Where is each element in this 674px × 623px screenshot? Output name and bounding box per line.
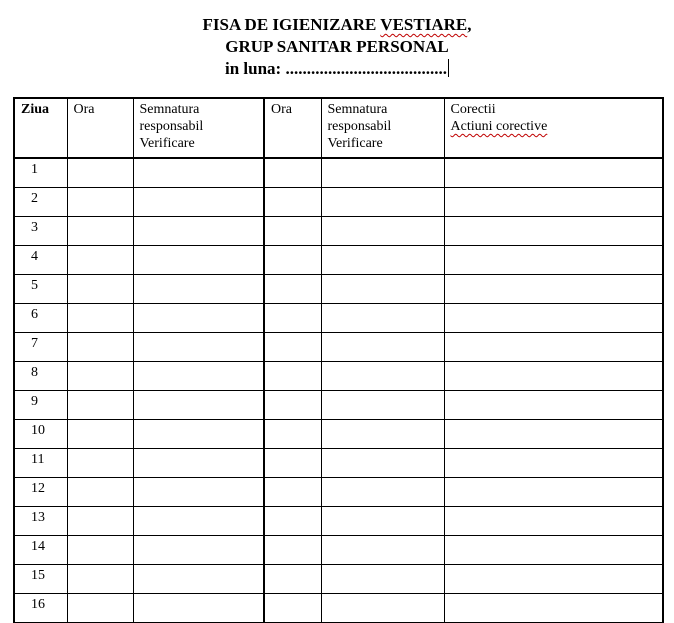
corectii-cell[interactable] [444,246,663,275]
day-number-cell: 9 [14,391,67,420]
header-ora-2: Ora [264,98,321,158]
header-ziua: Ziua [14,98,67,158]
ora-1-cell[interactable] [67,362,133,391]
ora-2-cell[interactable] [264,158,321,188]
header-corectii [444,98,663,158]
day-number-cell: 11 [14,449,67,478]
day-number-cell: 8 [14,362,67,391]
semnatura-2-cell[interactable] [321,507,444,536]
semnatura-2-cell[interactable] [321,158,444,188]
ora-2-cell[interactable] [264,391,321,420]
table-row [14,158,663,188]
corectii-cell[interactable] [444,217,663,246]
semnatura-2-cell[interactable] [321,275,444,304]
day-number-cell: 4 [14,246,67,275]
corectii-cell[interactable] [444,594,663,623]
corectii-cell[interactable] [444,304,663,333]
day-number-cell: 14 [14,536,67,565]
semnatura-1-cell[interactable] [133,333,264,362]
ora-2-cell[interactable] [264,362,321,391]
ora-1-cell[interactable] [67,565,133,594]
table-row [14,217,663,246]
table-row [14,333,663,362]
form-title-part-a: FISA DE IGIENIZARE [202,15,381,34]
header-semnatura-2-line-3: Verificare [327,136,383,151]
ora-2-cell[interactable] [264,304,321,333]
ora-2-cell[interactable] [264,536,321,565]
semnatura-1-cell[interactable] [133,594,264,623]
corectii-cell[interactable] [444,391,663,420]
ora-1-cell[interactable] [67,246,133,275]
semnatura-2-cell[interactable] [321,304,444,333]
ora-1-cell[interactable] [67,478,133,507]
table-row [14,246,663,275]
header-semnatura-1-line-2: responsabil [139,119,204,134]
day-number-cell: 15 [14,565,67,594]
day-number-cell: 3 [14,217,67,246]
semnatura-2-cell[interactable] [321,536,444,565]
day-number-cell: 13 [14,507,67,536]
ora-2-cell[interactable] [264,449,321,478]
ora-1-cell[interactable] [67,536,133,565]
semnatura-2-cell[interactable] [321,333,444,362]
table-row [14,507,663,536]
semnatura-2-cell[interactable] [321,217,444,246]
ora-1-cell[interactable] [67,188,133,217]
semnatura-2-cell[interactable] [321,565,444,594]
semnatura-1-cell[interactable] [133,420,264,449]
corectii-cell[interactable] [444,333,663,362]
header-semnatura-2-line-1: Semnatura [327,102,388,117]
ora-2-cell[interactable] [264,507,321,536]
corectii-cell[interactable] [444,158,663,188]
ora-1-cell[interactable] [67,275,133,304]
table-row [14,391,663,420]
day-number-cell: 7 [14,333,67,362]
table-row [14,478,663,507]
ora-2-cell[interactable] [264,217,321,246]
header-ora-1: Ora [67,98,133,158]
day-number-cell: 1 [14,158,67,188]
semnatura-2-cell[interactable] [321,188,444,217]
day-number-cell: 5 [14,275,67,304]
table-row [14,275,663,304]
header-semnatura-2 [321,98,444,158]
semnatura-1-cell[interactable] [133,158,264,188]
corectii-cell[interactable] [444,275,663,304]
text-cursor [448,59,449,77]
ora-2-cell[interactable] [264,246,321,275]
ora-1-cell[interactable] [67,594,133,623]
semnatura-1-cell[interactable] [133,246,264,275]
semnatura-1-cell[interactable] [133,478,264,507]
semnatura-1-cell[interactable] [133,449,264,478]
semnatura-2-cell[interactable] [321,362,444,391]
form-title [0,15,674,35]
corectii-cell[interactable] [444,188,663,217]
month-line[interactable] [0,59,674,79]
semnatura-1-cell[interactable] [133,536,264,565]
ora-1-cell[interactable] [67,391,133,420]
day-number-cell: 10 [14,420,67,449]
semnatura-1-cell[interactable] [133,217,264,246]
table-row [14,304,663,333]
day-number-cell: 12 [14,478,67,507]
ora-2-cell[interactable] [264,275,321,304]
ora-2-cell[interactable] [264,333,321,362]
day-number-cell: 16 [14,594,67,623]
table-row [14,594,663,623]
ora-1-cell[interactable] [67,420,133,449]
semnatura-1-cell[interactable] [133,275,264,304]
semnatura-1-cell[interactable] [133,507,264,536]
ora-2-cell[interactable] [264,420,321,449]
header-semnatura-2-line-2: responsabil [327,119,392,134]
ora-1-cell[interactable] [67,304,133,333]
corectii-cell[interactable] [444,362,663,391]
day-number-cell: 6 [14,304,67,333]
corectii-cell[interactable] [444,449,663,478]
corectii-cell[interactable] [444,536,663,565]
table-row [14,565,663,594]
table-row [14,536,663,565]
corectii-cell[interactable] [444,420,663,449]
semnatura-1-cell[interactable] [133,362,264,391]
ora-2-cell[interactable] [264,478,321,507]
table-row [14,420,663,449]
semnatura-1-cell[interactable] [133,391,264,420]
semnatura-2-cell[interactable] [321,420,444,449]
semnatura-1-cell[interactable] [133,188,264,217]
ora-2-cell[interactable] [264,188,321,217]
table-row [14,188,663,217]
corectii-cell[interactable] [444,507,663,536]
semnatura-1-cell[interactable] [133,304,264,333]
table-row [14,362,663,391]
form-title-part-c: , [467,15,472,34]
semnatura-2-cell[interactable] [321,478,444,507]
table-body [14,158,663,623]
month-label: in luna: ...................................... [225,59,447,78]
header-semnatura-1 [133,98,264,158]
ora-1-cell[interactable] [67,333,133,362]
header-semnatura-1-line-1: Semnatura [139,102,200,117]
ora-1-cell[interactable] [67,507,133,536]
header-corectii-line-1: Corectii [450,102,496,117]
semnatura-2-cell[interactable] [321,594,444,623]
semnatura-2-cell[interactable] [321,449,444,478]
header-semnatura-1-line-3: Verificare [139,136,195,151]
ora-1-cell[interactable] [67,158,133,188]
corectii-cell[interactable] [444,565,663,594]
ora-1-cell[interactable] [67,217,133,246]
ora-2-cell[interactable] [264,594,321,623]
corectii-cell[interactable] [444,478,663,507]
table-header-row [14,98,663,158]
header-corectii-line-2: Actiuni corective [450,119,548,134]
form-title-part-b: VESTIARE [380,15,468,34]
ora-1-cell[interactable] [67,449,133,478]
ora-2-cell[interactable] [264,565,321,594]
table-row [14,449,663,478]
form-subtitle: GRUP SANITAR PERSONAL [225,37,449,56]
semnatura-2-cell[interactable] [321,246,444,275]
sanitization-table [13,97,664,623]
day-number-cell: 2 [14,188,67,217]
semnatura-1-cell[interactable] [133,565,264,594]
semnatura-2-cell[interactable] [321,391,444,420]
